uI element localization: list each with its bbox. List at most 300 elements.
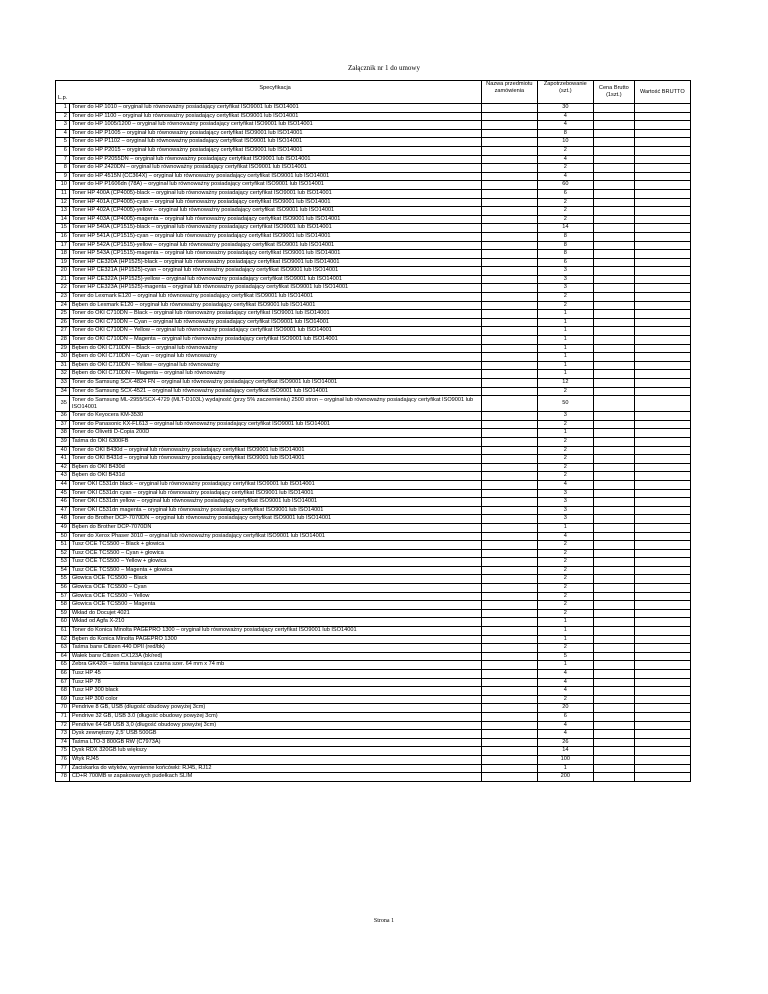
- row-name: [481, 327, 537, 336]
- row-value: [634, 215, 690, 224]
- row-spec: Toner do Brother DCP-7070DN – oryginał lub równoważny posiadający certyfikat ISO9001 lub ISO14001: [69, 515, 481, 524]
- row-lp: 14: [56, 215, 70, 224]
- table-row: [56, 755, 691, 764]
- row-value: [634, 104, 690, 113]
- row-spec: Toner HP CE322A (HP1525)-yellow – oryginał lub równoważny posiadający certyfikat ISO9001 lub ISO14001: [69, 275, 481, 284]
- table-row: [56, 275, 691, 284]
- row-spec: Bęben do OKI C710DN – Cyan – oryginał lub równoważny: [69, 353, 481, 362]
- row-price: [593, 420, 634, 429]
- row-name: [481, 541, 537, 550]
- row-price: [593, 396, 634, 412]
- row-name: [481, 379, 537, 388]
- row-value: [634, 661, 690, 670]
- row-lp: 4: [56, 129, 70, 138]
- row-name: [481, 181, 537, 190]
- row-spec: Dysk RDX 320GB lub większy: [69, 747, 481, 756]
- row-name: [481, 566, 537, 575]
- row-spec: Tusz HP 78: [69, 678, 481, 687]
- row-price: [593, 506, 634, 515]
- row-value: [634, 387, 690, 396]
- row-value: [634, 207, 690, 216]
- row-spec: Bęben do OKI C710DN – Yellow – oryginał lub równoważny: [69, 361, 481, 370]
- row-qty: 8: [537, 241, 593, 250]
- row-price: [593, 584, 634, 593]
- table-row: [56, 472, 691, 481]
- row-lp: 67: [56, 678, 70, 687]
- table-row: [56, 318, 691, 327]
- table-row: [56, 670, 691, 679]
- row-qty: 2: [537, 592, 593, 601]
- row-value: [634, 241, 690, 250]
- table-row: [56, 138, 691, 147]
- row-lp: 50: [56, 532, 70, 541]
- row-price: [593, 764, 634, 773]
- table-row: [56, 480, 691, 489]
- row-qty: 4: [537, 532, 593, 541]
- table-row: [56, 549, 691, 558]
- row-spec: Tusz OCE TCS500 – Yellow + głowica: [69, 558, 481, 567]
- table-row: [56, 773, 691, 782]
- row-name: [481, 172, 537, 181]
- row-name: [481, 138, 537, 147]
- row-price: [593, 189, 634, 198]
- row-spec: Toner do OKI C710DN – Black – oryginał lub równoważny posiadający certyfikat ISO9001 lub ISO14001: [69, 310, 481, 319]
- row-price: [593, 773, 634, 782]
- table-row: [56, 523, 691, 532]
- row-price: [593, 155, 634, 164]
- row-value: [634, 532, 690, 541]
- row-value: [634, 327, 690, 336]
- row-price: [593, 566, 634, 575]
- row-qty: 1: [537, 353, 593, 362]
- row-qty: 3: [537, 275, 593, 284]
- row-qty: 6: [537, 189, 593, 198]
- row-lp: 76: [56, 755, 70, 764]
- row-value: [634, 138, 690, 147]
- row-lp: 24: [56, 301, 70, 310]
- row-price: [593, 146, 634, 155]
- table-row: [56, 379, 691, 388]
- row-price: [593, 541, 634, 550]
- row-spec: Toner HP 541A (CP1515)-cyan – oryginał lub równoważny posiadający certyfikat ISO9001 lub ISO14001: [69, 232, 481, 241]
- row-name: [481, 489, 537, 498]
- row-price: [593, 104, 634, 113]
- table-row: [56, 336, 691, 345]
- row-value: [634, 592, 690, 601]
- row-spec: Toner do HP P2015 – oryginał lub równoważny posiadający certyfikat ISO9001 lub ISO14001: [69, 146, 481, 155]
- row-spec: Toner HP 403A (CP4005)-magenta – oryginał lub równoważny posiadający certyfikat ISO9001 lub ISO14001: [69, 215, 481, 224]
- row-qty: 1: [537, 370, 593, 379]
- row-value: [634, 541, 690, 550]
- row-qty: 2: [537, 207, 593, 216]
- row-name: [481, 336, 537, 345]
- row-value: [634, 172, 690, 181]
- row-price: [593, 284, 634, 293]
- table-row: [56, 515, 691, 524]
- row-qty: 12: [537, 379, 593, 388]
- row-name: [481, 104, 537, 113]
- table-row: [56, 387, 691, 396]
- row-value: [634, 747, 690, 756]
- row-value: [634, 498, 690, 507]
- row-spec: Toner HP 400A (CP4005)-black – oryginał lub równoważny posiadający certyfikat ISO9001 lub ISO14001: [69, 189, 481, 198]
- row-value: [634, 146, 690, 155]
- table-row: [56, 361, 691, 370]
- table-row: [56, 635, 691, 644]
- row-qty: 3: [537, 412, 593, 421]
- table-row: [56, 412, 691, 421]
- row-price: [593, 755, 634, 764]
- row-lp: 40: [56, 446, 70, 455]
- row-price: [593, 489, 634, 498]
- row-name: [481, 232, 537, 241]
- row-value: [634, 446, 690, 455]
- row-lp: 66: [56, 670, 70, 679]
- row-spec: Toner HP 540A (CP1515)-black – oryginał lub równoważny posiadający certyfikat ISO9001 lub ISO14001: [69, 224, 481, 233]
- row-price: [593, 472, 634, 481]
- row-value: [634, 618, 690, 627]
- row-lp: 1: [56, 104, 70, 113]
- row-spec: Toner HP 542A (CP1515)-yellow – oryginał lub równoważny posiadający certyfikat ISO9001 lub ISO14001: [69, 241, 481, 250]
- row-qty: 14: [537, 224, 593, 233]
- row-price: [593, 532, 634, 541]
- row-spec: Toner do HP 4515N (CC364X) – oryginał lub równoważny posiadający certyfikat ISO9001 lub ISO14001: [69, 172, 481, 181]
- row-lp: 28: [56, 336, 70, 345]
- row-name: [481, 747, 537, 756]
- row-price: [593, 258, 634, 267]
- row-value: [634, 361, 690, 370]
- row-name: [481, 627, 537, 636]
- table-row: [56, 738, 691, 747]
- row-lp: 60: [56, 618, 70, 627]
- table-row: [56, 721, 691, 730]
- row-spec: Bęben do Konica Minolta PAGEPRO 1300: [69, 635, 481, 644]
- table-row: [56, 293, 691, 302]
- row-value: [634, 601, 690, 610]
- row-value: [634, 129, 690, 138]
- row-value: [634, 344, 690, 353]
- row-qty: 5: [537, 652, 593, 661]
- row-price: [593, 730, 634, 739]
- row-name: [481, 695, 537, 704]
- row-name: [481, 738, 537, 747]
- table-row: [56, 532, 691, 541]
- row-value: [634, 420, 690, 429]
- row-price: [593, 232, 634, 241]
- table-row: [56, 704, 691, 713]
- row-qty: 8: [537, 232, 593, 241]
- row-lp: 26: [56, 318, 70, 327]
- row-price: [593, 336, 634, 345]
- row-name: [481, 198, 537, 207]
- row-spec: Głowica OCE TCS500 – Yellow: [69, 592, 481, 601]
- row-name: [481, 224, 537, 233]
- row-spec: Toner do Olivetti D-Copia 200D: [69, 429, 481, 438]
- row-qty: 10: [537, 138, 593, 147]
- row-value: [634, 704, 690, 713]
- row-spec: Toner do OKI B431d – oryginał lub równoważny posiadający certyfikat ISO9001 lub ISO14001: [69, 455, 481, 464]
- row-value: [634, 258, 690, 267]
- row-lp: 30: [56, 353, 70, 362]
- table-row: [56, 301, 691, 310]
- row-lp: 55: [56, 575, 70, 584]
- row-name: [481, 146, 537, 155]
- row-price: [593, 670, 634, 679]
- row-lp: 32: [56, 370, 70, 379]
- row-spec: Toner do Samsung ML-2955/SCX-4729 (MLT-D103L) wydajność (przy 5% zaczernieniu) 2500 stron – oryginał lub równoważny posiadający certyfikat ISO9001 lub ISO14001: [69, 396, 481, 412]
- row-name: [481, 506, 537, 515]
- row-lp: 10: [56, 181, 70, 190]
- table-row: [56, 164, 691, 173]
- table-row: [56, 267, 691, 276]
- row-value: [634, 224, 690, 233]
- row-price: [593, 164, 634, 173]
- row-lp: 51: [56, 541, 70, 550]
- row-qty: 1: [537, 361, 593, 370]
- table-row: [56, 189, 691, 198]
- row-value: [634, 566, 690, 575]
- row-value: [634, 412, 690, 421]
- row-price: [593, 687, 634, 696]
- row-lp: 13: [56, 207, 70, 216]
- row-name: [481, 652, 537, 661]
- row-qty: 3: [537, 498, 593, 507]
- row-qty: 2: [537, 446, 593, 455]
- table-row: [56, 652, 691, 661]
- row-spec: Toner do OKI B430d – oryginał lub równoważny posiadający certyfikat ISO9001 lub ISO14001: [69, 446, 481, 455]
- table-row: [56, 129, 691, 138]
- row-name: [481, 353, 537, 362]
- row-name: [481, 241, 537, 250]
- row-qty: 30: [537, 104, 593, 113]
- col-header-spec: Specyfikacja: [69, 81, 481, 104]
- row-name: [481, 601, 537, 610]
- row-spec: Toner HP CE320A (HP1525)-black – oryginał lub równoważny posiadający certyfikat ISO9001 lub ISO14001: [69, 258, 481, 267]
- row-price: [593, 592, 634, 601]
- row-lp: 72: [56, 721, 70, 730]
- row-qty: 1: [537, 523, 593, 532]
- row-value: [634, 189, 690, 198]
- row-price: [593, 455, 634, 464]
- row-qty: 4: [537, 670, 593, 679]
- row-name: [481, 463, 537, 472]
- row-qty: 1: [537, 627, 593, 636]
- row-price: [593, 712, 634, 721]
- row-value: [634, 472, 690, 481]
- row-name: [481, 515, 537, 524]
- row-value: [634, 755, 690, 764]
- row-lp: 27: [56, 327, 70, 336]
- row-lp: 38: [56, 429, 70, 438]
- row-lp: 69: [56, 695, 70, 704]
- row-qty: 2: [537, 420, 593, 429]
- row-value: [634, 112, 690, 121]
- row-qty: 2: [537, 387, 593, 396]
- row-lp: 15: [56, 224, 70, 233]
- row-price: [593, 207, 634, 216]
- row-name: [481, 592, 537, 601]
- row-name: [481, 121, 537, 130]
- row-name: [481, 480, 537, 489]
- row-spec: Zaciskarka do wtyków, wymienne końcówki: RJ45, RJ12: [69, 764, 481, 773]
- row-qty: 1: [537, 764, 593, 773]
- row-value: [634, 336, 690, 345]
- row-lp: 18: [56, 250, 70, 259]
- row-lp: 3: [56, 121, 70, 130]
- table-row: [56, 344, 691, 353]
- row-spec: Toner HP 543A (CP1515)-magenta – oryginał lub równoważny posiadający certyfikat ISO9001 lub ISO14001: [69, 250, 481, 259]
- row-spec: Toner HP CE321A (HP1525)-cyan – oryginał lub równoważny posiadający certyfikat ISO9001 lub ISO14001: [69, 267, 481, 276]
- row-value: [634, 250, 690, 259]
- row-qty: 2: [537, 293, 593, 302]
- row-price: [593, 172, 634, 181]
- row-value: [634, 267, 690, 276]
- row-lp: 29: [56, 344, 70, 353]
- row-qty: 3: [537, 506, 593, 515]
- table-row: [56, 232, 691, 241]
- row-qty: 1: [537, 635, 593, 644]
- row-lp: 43: [56, 472, 70, 481]
- row-name: [481, 523, 537, 532]
- row-value: [634, 627, 690, 636]
- row-qty: 6: [537, 258, 593, 267]
- row-qty: 6: [537, 712, 593, 721]
- row-name: [481, 712, 537, 721]
- row-spec: Toner do Xerox Phaser 3010 – oryginał lub równoważny posiadający certyfikat ISO9001 lub ISO14001: [69, 532, 481, 541]
- row-qty: 2: [537, 644, 593, 653]
- row-spec: Pendrive 8 GB, USB (długość obudowy powyżej 3cm): [69, 704, 481, 713]
- row-lp: 48: [56, 515, 70, 524]
- col-header-qty: Zapotrzebowanie (szt.): [537, 81, 593, 104]
- row-spec: Tusz OCE TCS500 – Black + głowica: [69, 541, 481, 550]
- row-price: [593, 412, 634, 421]
- table-row: [56, 730, 691, 739]
- row-price: [593, 387, 634, 396]
- row-value: [634, 506, 690, 515]
- row-name: [481, 558, 537, 567]
- row-lp: 70: [56, 704, 70, 713]
- row-qty: 2: [537, 558, 593, 567]
- row-name: [481, 584, 537, 593]
- row-value: [634, 480, 690, 489]
- row-name: [481, 275, 537, 284]
- row-value: [634, 523, 690, 532]
- row-value: [634, 463, 690, 472]
- col-header-value: Wartość BRUTTO: [634, 81, 690, 104]
- table-row: [56, 420, 691, 429]
- row-spec: Toner HP 402A (CP4005)-yellow – oryginał lub równoważny posiadający certyfikat ISO9001 lub ISO14001: [69, 207, 481, 216]
- row-value: [634, 515, 690, 524]
- row-qty: 100: [537, 755, 593, 764]
- table-row: [56, 112, 691, 121]
- row-qty: 2: [537, 584, 593, 593]
- table-row: [56, 747, 691, 756]
- row-qty: 2: [537, 575, 593, 584]
- table-row: [56, 172, 691, 181]
- row-lp: 11: [56, 189, 70, 198]
- row-qty: 2: [537, 549, 593, 558]
- row-name: [481, 387, 537, 396]
- row-spec: Zebra GK420t – taśma barwiąca czarna szer. 64 mm x 74 mb: [69, 661, 481, 670]
- row-value: [634, 396, 690, 412]
- row-spec: Pendrive 64 GB USB 3,0 (długość obudowy powyżej 3cm): [69, 721, 481, 730]
- row-price: [593, 112, 634, 121]
- row-lp: 31: [56, 361, 70, 370]
- row-price: [593, 704, 634, 713]
- row-qty: 200: [537, 773, 593, 782]
- row-lp: 34: [56, 387, 70, 396]
- row-spec: Toner OKI C531dn magenta – oryginał lub równoważny posiadający certyfikat ISO9001 lub ISO14001: [69, 506, 481, 515]
- row-lp: 17: [56, 241, 70, 250]
- row-spec: CD+R 700MB w zapakowanych pudełkach SLIM: [69, 773, 481, 782]
- row-price: [593, 609, 634, 618]
- row-spec: Toner do OKI C710DN – Yellow – oryginał lub równoważny posiadający certyfikat ISO9001 lub ISO14001: [69, 327, 481, 336]
- row-lp: 74: [56, 738, 70, 747]
- row-value: [634, 429, 690, 438]
- row-qty: 4: [537, 480, 593, 489]
- row-price: [593, 129, 634, 138]
- row-lp: 23: [56, 293, 70, 302]
- row-lp: 54: [56, 566, 70, 575]
- row-name: [481, 412, 537, 421]
- row-name: [481, 532, 537, 541]
- row-spec: Toner OKI C531dn cyan – oryginał lub równoważny posiadający certyfikat ISO9001 lub ISO14001: [69, 489, 481, 498]
- row-spec: Głowica OCE TCS500 – Black: [69, 575, 481, 584]
- table-row: [56, 695, 691, 704]
- row-qty: 4: [537, 730, 593, 739]
- row-value: [634, 455, 690, 464]
- row-name: [481, 250, 537, 259]
- row-qty: 2: [537, 455, 593, 464]
- row-qty: 26: [537, 738, 593, 747]
- row-price: [593, 463, 634, 472]
- row-price: [593, 549, 634, 558]
- row-qty: 2: [537, 301, 593, 310]
- row-qty: 4: [537, 121, 593, 130]
- row-value: [634, 284, 690, 293]
- row-qty: 2: [537, 146, 593, 155]
- row-qty: 1: [537, 429, 593, 438]
- row-name: [481, 704, 537, 713]
- row-qty: 1: [537, 336, 593, 345]
- row-price: [593, 601, 634, 610]
- row-name: [481, 370, 537, 379]
- table-row: [56, 592, 691, 601]
- table-row: [56, 258, 691, 267]
- row-spec: Toner do Keyocera KM-3530: [69, 412, 481, 421]
- row-value: [634, 293, 690, 302]
- table-row: [56, 687, 691, 696]
- row-name: [481, 661, 537, 670]
- row-price: [593, 241, 634, 250]
- row-lp: 53: [56, 558, 70, 567]
- row-value: [634, 121, 690, 130]
- row-qty: 1: [537, 661, 593, 670]
- row-value: [634, 181, 690, 190]
- row-spec: Toner do Panasonic KX-FL613 – oryginał lub równoważny posiadający certyfikat ISO9001 lub ISO14001: [69, 420, 481, 429]
- row-value: [634, 353, 690, 362]
- table-row: [56, 463, 691, 472]
- row-spec: Toner do Samsung SCX-4521 – oryginał lub równoważny posiadający certyfikat ISO9001 lub ISO14001: [69, 387, 481, 396]
- row-spec: Toner do OKI C710DN – Magenta – oryginał lub równoważny posiadający certyfikat ISO9001 lub ISO14001: [69, 336, 481, 345]
- table-row: [56, 618, 691, 627]
- row-price: [593, 318, 634, 327]
- table-row: [56, 644, 691, 653]
- row-name: [481, 429, 537, 438]
- row-price: [593, 635, 634, 644]
- row-name: [481, 293, 537, 302]
- row-name: [481, 189, 537, 198]
